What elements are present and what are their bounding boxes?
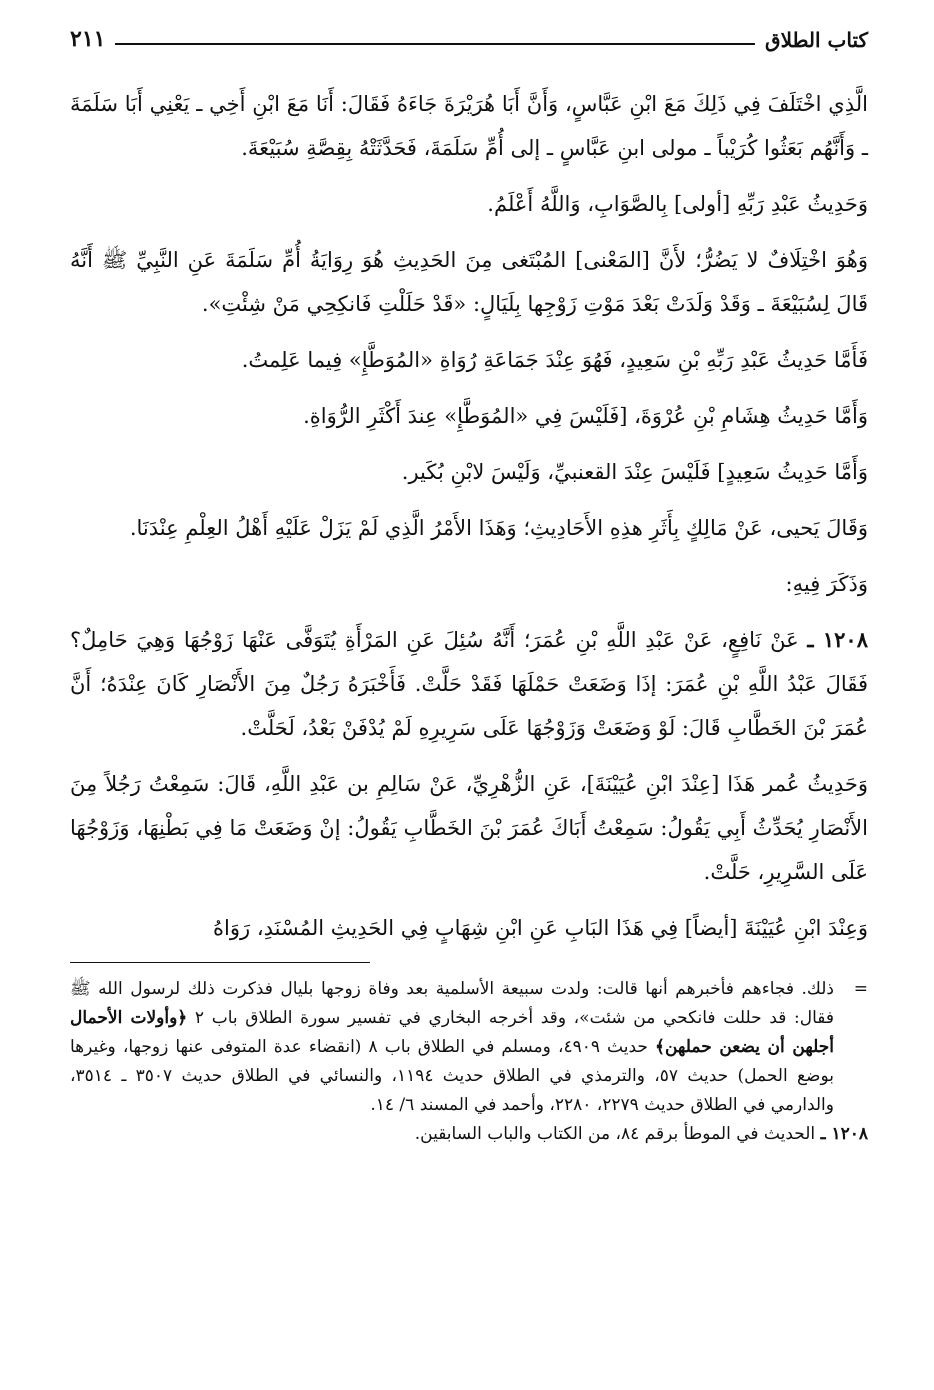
- chapter-title: كتاب الطلاق: [765, 28, 868, 52]
- footnotes: [70, 975, 868, 1149]
- paragraph: وَذَكَرَ فِيهِ:: [785, 572, 868, 596]
- paragraph: وَأَمَّا حَدِيثُ سَعِيدٍ] فَلَيْسَ عِنْدَ القعنبيِّ، وَلَيْسَ لابْنِ بُكَير.: [401, 460, 868, 484]
- paragraph: وَحَدِيثُ عُمر هَذَا [عِنْدَ ابْنِ عُيَيْنَةَ]، عَنِ الزُّهْرِيِّ، عَنْ سَالِمِ بن عَبْدِ اللَّهِ، قَالَ: سَمِعْتُ رَجُلاً مِنَ الأَنْصَارِ يُحَدِّثُ أَبِي يَقُولُ: سَمِعْتُ أَبَاكَ عُمَرَ بْنَ الخَطَّابِ يَقُولُ: إنْ وَضَعَتْ مَا فِي بَطْنِهَا، وَزَوْجُهَا عَلَى السَّرِيرِ، حَلَّتْ.: [70, 772, 868, 884]
- footnote-text: ذلك. فجاءهم فأخبرهم أنها قالت: ولدت سبيعة الأسلمية بعد وفاة زوجها بليال فذكرت ذلك لرسول الله ﷺ فقال: قد حللت فانكحي من شئت»، وقد أخرجه البخاري في تفسير سورة الطلاق باب ٢: [70, 979, 835, 1028]
- page-number: ٢١١: [70, 26, 106, 52]
- footnote-text: حديث ٤٩٠٩، ومسلم في الطلاق باب ٨ (انقضاء عدة المتوفى عنها زوجها، وغيرها بوضع الحمل) حديث ٥٧، والترمذي في الطلاق حديث ١١٩٤، والنسائي في الطلاق حديث ٣٥٠٧ ـ ٣٥١٤، والدارمي في الطلاق حديث ٢٢٧٩، ٢٢٨٠، وأحمد في المسند ٦/ ١٤.: [70, 1037, 834, 1115]
- footnote-number: ١٢٠٨ ـ: [820, 1124, 868, 1144]
- main-text: [70, 82, 868, 950]
- hadith-number: ١٢٠٨ ـ: [807, 627, 868, 652]
- paragraph: وَأَمَّا حَدِيثُ هِشَامِ بْنِ عُرْوَةَ، [فَلَيْسَ فِي «المُوَطَّإِ» عِندَ أَكْثَرِ الرُّوَاةِ.: [303, 404, 868, 428]
- hadith-text: عَنْ نَافِعٍ، عَنْ عَبْدِ اللَّهِ بْنِ عُمَرَ؛ أَنَّهُ سُئِلَ عَنِ المَرْأَةِ يُتَوَفَّى عَنْهَا زَوْجُهَا وَهِيَ حَامِلٌ؟ فَقَالَ عَبْدُ اللَّهِ بْنِ عُمَرَ: إذَا وَضَعَتْ حَمْلَهَا فَقَدْ حَلَّتْ. فَأَخْبَرَهُ رَجُلٌ مِنَ الأَنْصَارِ كَانَ عِنْدَهُ؛ أَنَّ عُمَرَ بْنَ الخَطَّابِ قَالَ: لَوْ وَضَعَتْ وَزَوْجُهَا عَلَى سَرِيرِهِ لَمْ يُدْفَنْ بَعْدُ، لَحَلَّتْ.: [70, 628, 868, 740]
- paragraph: وَحَدِيثُ عَبْدِ رَبِّهِ [أولى] بِالصَّوَابِ، وَاللَّهُ أَعْلَمُ.: [487, 192, 868, 216]
- header-rule: [115, 43, 755, 45]
- footnote-separator: [70, 962, 370, 963]
- paragraph: فَأَمَّا حَدِيثُ عَبْدِ رَبِّهِ بْنِ سَعِيدٍ، فَهُوَ عِنْدَ جَمَاعَةِ رُوَاةِ «المُوَطَّإِ» فِيما عَلِمتُ.: [241, 348, 868, 372]
- quran-quote: ﴿وأولات الأحمال أجلهن أن يضعن حملهن﴾: [70, 1008, 834, 1057]
- paragraph: وَقَالَ يَحيى، عَنْ مَالِكٍ بِأَثَرِ هذِهِ الأَحَادِيثِ؛ وَهَذَا الأَمْرُ الَّذِي لَمْ يَزَلْ عَلَيْهِ أَهْلُ العِلْمِ عِنْدَنَا.: [129, 516, 868, 540]
- running-header: [70, 22, 868, 52]
- footnote-continued: [70, 975, 868, 1120]
- footnote-text: الحديث في الموطأ برقم ٨٤، من الكتاب والباب السابقين.: [414, 1124, 816, 1144]
- hadith-paragraph: [70, 618, 868, 750]
- paragraph: الَّذِي اخْتَلَفَ فِي ذَلِكَ مَعَ ابْنِ عَبَّاسٍ، وَأَنَّ أَبَا هُرَيْرَةَ جَاءَهُ فَقَالَ: أَنَا مَعَ ابْنِ أَخِي ـ يَعْنِي أَبَا سَلَمَةَ ـ وَأَنَّهُم بَعَثُوا كُرَيْباً ـ مولى ابنِ عَبَّاسٍ ـ إلى أُمِّ سَلَمَةَ، فَحَدَّثَتْهُ بِقِصَّةِ سُبَيْعَةَ.: [70, 92, 868, 160]
- paragraph: وَهُوَ اخْتِلَافٌ لا يَضُرُّ؛ لأَنَّ [المَعْنى] المُبْتَغى مِنَ الحَدِيثِ هُوَ رِوَايَةُ أُمِّ سَلَمَةَ عَنِ النَّبِيِّ ﷺ أَنَّهُ قَالَ لِسُبَيْعَةَ ـ وَقَدْ وَلَدَتْ بَعْدَ مَوْتِ زَوْجِها بِلَيَالٍ: «قَدْ حَلَلْتِ فَانكِحِي مَنْ شِئْتِ».: [70, 248, 868, 316]
- paragraph: وَعِنْدَ ابْنِ عُيَيْنَةَ [أيضاً] فِي هَذَا البَابِ عَنِ ابْنِ شِهَابٍ فِي الحَدِيثِ المُسْنَدِ، رَوَاهُ: [213, 916, 868, 940]
- footnote: [70, 1120, 868, 1149]
- continuation-marker: =: [853, 979, 868, 999]
